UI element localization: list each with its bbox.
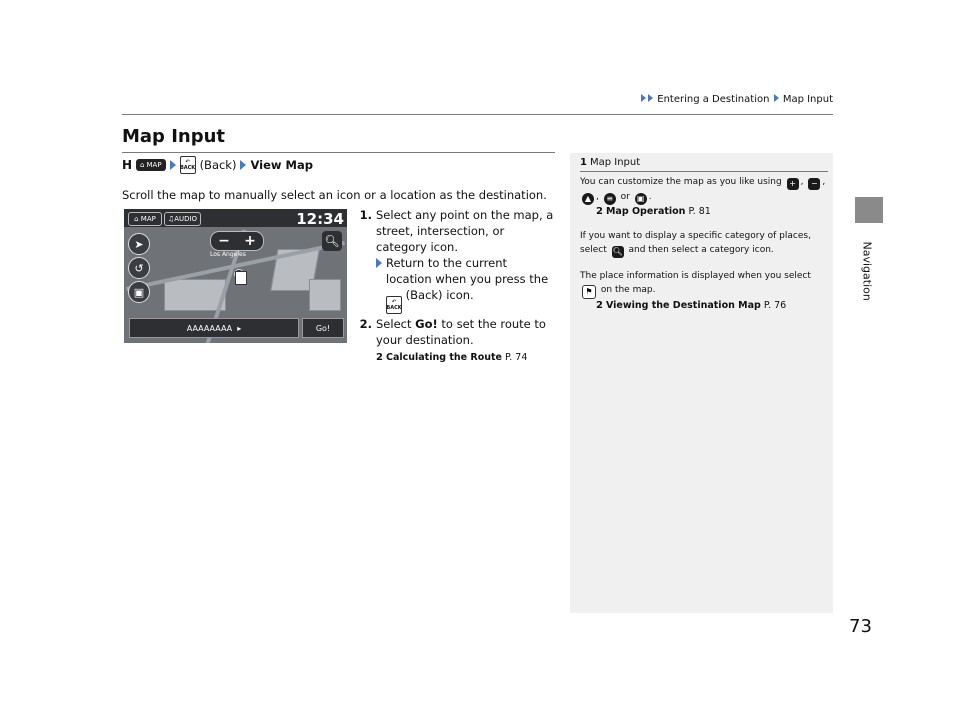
breadcrumb-arrow-icon [648, 94, 653, 102]
section-tab-label: Navigation [860, 241, 874, 301]
note-header [580, 157, 640, 168]
note-icon: 1 [580, 157, 587, 168]
step-text: Select any point on the map, a street, intersection, or category icon. [376, 208, 554, 254]
note-title: Map Input [589, 157, 641, 168]
map-key-label: MAP [146, 161, 162, 169]
reference-page: P. 76 [763, 300, 787, 311]
breadcrumb-arrow-icon [774, 94, 779, 102]
substep-arrow-icon [376, 258, 382, 268]
note-text: The place information is displayed when you select [580, 271, 811, 281]
location-bar[interactable]: AAAAAAAA ▸ [129, 318, 299, 338]
note-text: If you want to display a specific category of places, select [580, 231, 811, 255]
intro-text: Scroll the map to manually select an icon or a location as the destination. [122, 188, 547, 202]
audio-button[interactable]: ♫ AUDIO [164, 212, 201, 226]
step-item [356, 316, 556, 348]
zoom-in-icon[interactable]: + [244, 233, 256, 249]
go-label: Go! [415, 317, 438, 331]
home-key-icon: H [122, 158, 133, 172]
reference-icon: 2 [596, 300, 603, 311]
zoom-control[interactable] [210, 231, 264, 251]
search-icon: 🔍︎ [612, 247, 623, 256]
side-note [570, 153, 833, 613]
route-icon: ≡ [604, 193, 616, 205]
compass-icon: ▲ [582, 193, 594, 205]
cross-reference[interactable] [596, 299, 830, 313]
note-rule [580, 171, 828, 172]
step-arrow-icon [170, 160, 176, 170]
map-screenshot [124, 209, 347, 343]
step-text: Select [376, 317, 412, 331]
reference-icon: 2 [376, 352, 383, 363]
note-or: or [620, 192, 630, 202]
note-paragraph: You can customize the map as you like using + , − , ▲ , ≡ or ▣ . 2 Map Operation P. 81 [580, 175, 830, 219]
section-tab-marker [855, 197, 883, 223]
note-paragraph [580, 269, 830, 313]
cross-reference[interactable] [376, 350, 556, 366]
breadcrumb [0, 94, 833, 105]
breadcrumb-item[interactable]: Map Input [782, 94, 833, 105]
audio-button-label: AUDIO [174, 215, 198, 223]
map-key-icon: ⌂ MAP [136, 159, 166, 171]
step-item [356, 207, 556, 314]
note-text: You can customize the map as you like using [580, 177, 782, 187]
view-map-label: View Map [250, 158, 313, 172]
note-paragraph [580, 229, 830, 258]
location-bar-label: AAAAAAAA [186, 323, 233, 333]
compass-icon[interactable]: ➤ [128, 233, 150, 255]
breadcrumb-arrow-icon [641, 94, 646, 102]
destination-flag-icon: ⚑ [582, 285, 596, 299]
map-view-icon[interactable]: ▣ [128, 281, 150, 303]
page-title: Map Input [122, 126, 226, 147]
zoom-in-icon: + [787, 178, 799, 190]
reference-label: Calculating the Route [385, 352, 502, 363]
cross-reference[interactable] [596, 205, 830, 219]
note-text-end: and then select a category icon. [628, 245, 774, 255]
step-substep [376, 255, 556, 314]
reference-label: Viewing the Destination Map [605, 300, 761, 311]
operation-path [122, 156, 313, 174]
reference-page: P. 74 [504, 352, 528, 363]
reference-page: P. 81 [688, 206, 711, 217]
map-button-label: MAP [140, 215, 156, 223]
zoom-out-icon[interactable]: − [218, 233, 230, 249]
back-icon: ↶ BACK [180, 156, 196, 174]
search-icon[interactable]: 🔍︎ [322, 231, 342, 251]
route-icon[interactable]: ↺ [128, 257, 150, 279]
map-view-icon: ▣ [635, 193, 647, 205]
place-label: Los Angeles [210, 251, 246, 258]
back-icon: ↶ BACK [386, 296, 402, 314]
page-number: 73 [849, 616, 872, 637]
title-rule [122, 152, 555, 153]
destination-flag-icon [235, 271, 247, 285]
header-rule [122, 114, 833, 115]
step-text-end: to set the route to your destination. [376, 317, 546, 347]
step-arrow-icon [240, 160, 246, 170]
building-block [309, 279, 341, 311]
note-text-end: on the map. [600, 285, 656, 295]
breadcrumb-item[interactable]: Entering a Destination [657, 94, 770, 105]
steps-list [356, 207, 556, 366]
step-number: 2. [359, 317, 372, 331]
map-button[interactable]: ⌂ MAP [128, 212, 162, 226]
substep-text-end: (Back) icon. [405, 288, 474, 302]
go-button[interactable]: Go! [302, 318, 344, 338]
step-number: 1. [359, 208, 372, 222]
zoom-out-icon: − [808, 178, 820, 190]
substep-text: Return to the current location when you press the [386, 256, 549, 286]
reference-label: Map Operation [605, 206, 686, 217]
back-label: (Back) [199, 158, 237, 172]
clock: 12:34 [296, 210, 344, 228]
reference-icon: 2 [596, 206, 603, 217]
